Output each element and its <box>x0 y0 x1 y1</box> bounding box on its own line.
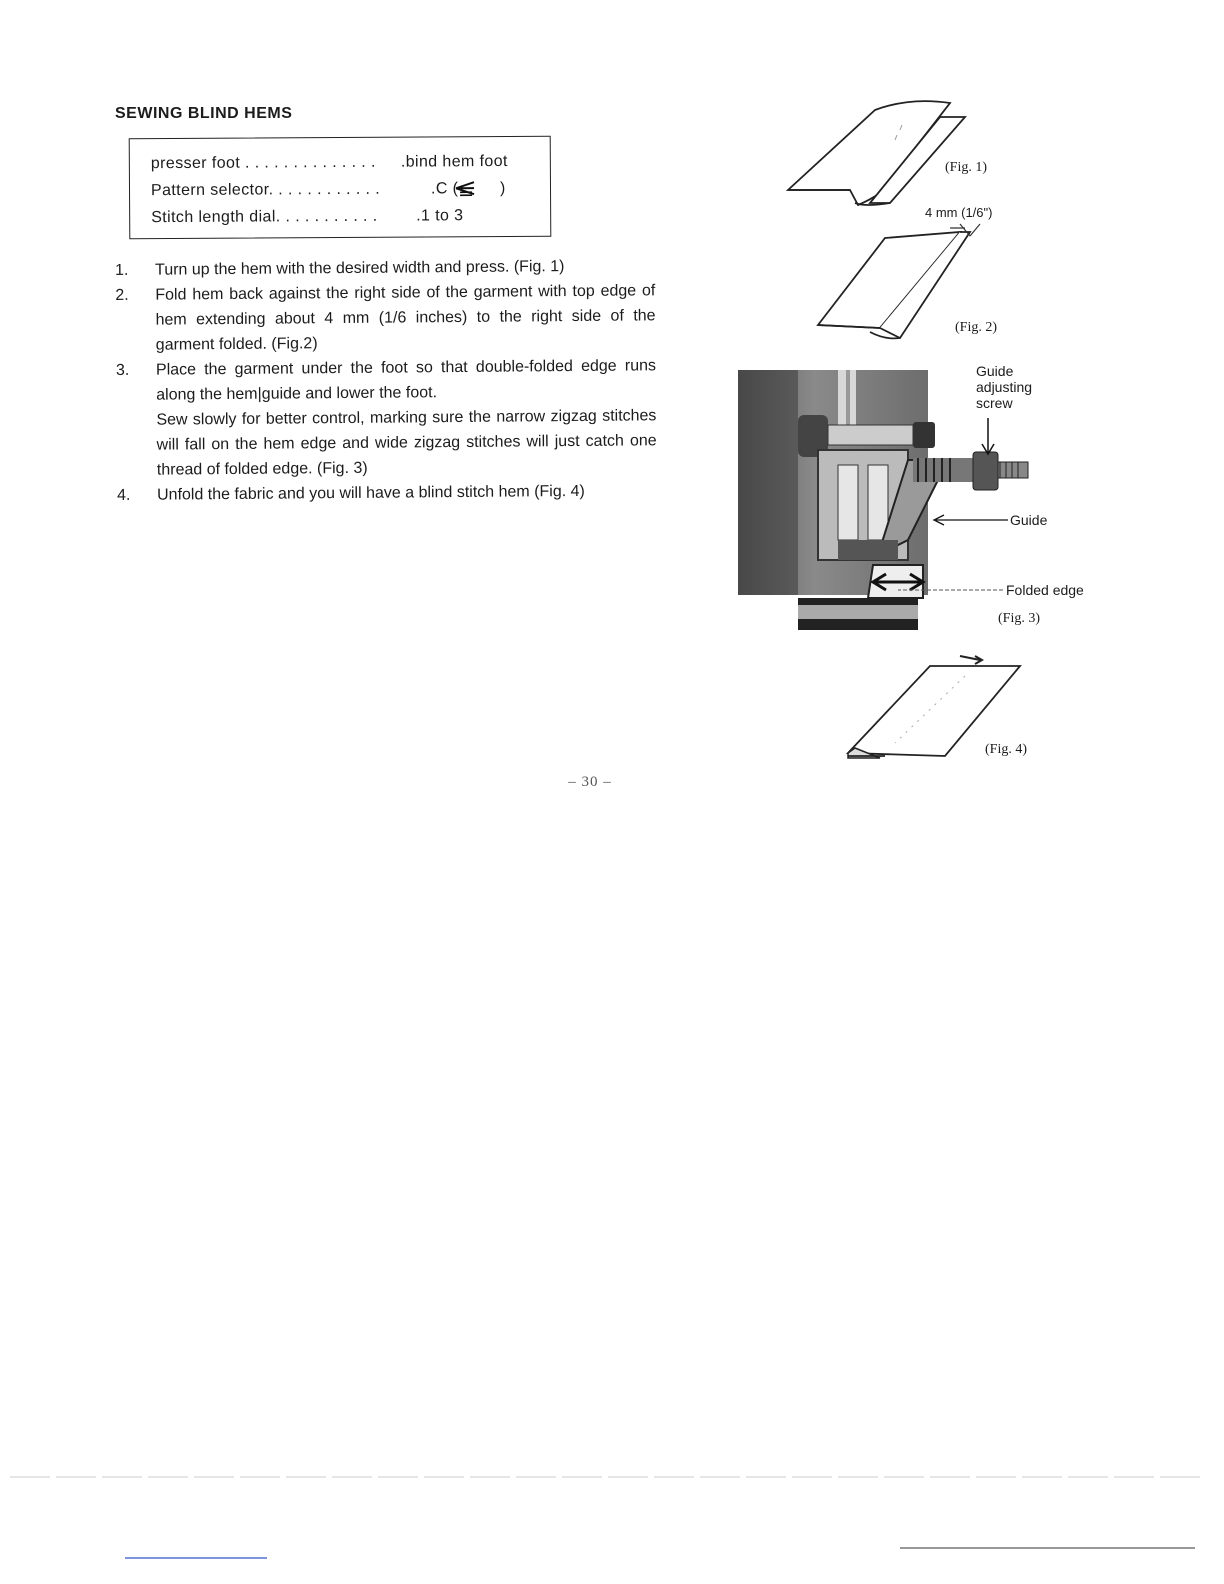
setting-value: .C ( <box>430 180 459 198</box>
step-number: 2. <box>115 286 129 304</box>
machine-settings-box <box>129 136 552 240</box>
instruction-steps <box>115 253 657 508</box>
scan-edge-line <box>0 1545 1224 1561</box>
step-number: 1. <box>115 261 129 279</box>
step-text: Sew slowly for better control, marking sure the narrow zigzag stitches will fall on the hem edge and wide zigzag stitches will just catch one thread of folded edge. (Fig. 3) <box>156 407 657 479</box>
figure-3-caption: (Fig. 3) <box>998 611 1040 626</box>
setting-label: presser foot . . . . . . . . . . . . . . <box>150 153 376 173</box>
setting-value: .bind hem foot <box>400 152 508 171</box>
figure-1-caption: (Fig. 1) <box>945 160 987 175</box>
page-number: – 30 – <box>568 774 612 790</box>
setting-suffix: ) <box>499 179 506 198</box>
step-text: Place the garment under the foot so that double-folded edge runs along the hem|guide and lower the foot. <box>155 357 657 404</box>
step-number: 3. <box>115 361 130 379</box>
annotation-line: Guide <box>976 363 1014 379</box>
figure-2-measurement: 4 mm (1/6") <box>925 205 993 220</box>
guide-adjusting-screw-label <box>976 363 1032 411</box>
step-text: Unfold the fabric and you will have a blind stitch hem (Fig. 4) <box>156 482 585 504</box>
step-item <box>117 478 657 508</box>
figure-4-caption: (Fig. 4) <box>985 742 1027 757</box>
step-number: 4. <box>116 486 131 504</box>
setting-value: .1 to 3 <box>416 207 464 225</box>
figure-2-caption: (Fig. 2) <box>955 320 997 335</box>
setting-label: Pattern selector. . . . . . . . . . . . <box>150 180 381 200</box>
figure-1-hem-fold <box>780 95 980 215</box>
guide-label: Guide <box>1010 512 1048 528</box>
step-text: Fold hem back against the right side of the garment with top edge of hem extending about 4 mm (1/6 inches) to the right side of the garment folded. (Fig.2) <box>155 282 656 354</box>
annotation-line: screw <box>976 395 1013 411</box>
setting-presser-foot <box>150 152 508 173</box>
folded-edge-label: Folded edge <box>1006 582 1084 598</box>
setting-stitch-length <box>151 207 464 227</box>
scan-edge-line <box>0 1475 1224 1479</box>
page-title: SEWING BLIND HEMS <box>115 105 293 122</box>
step-item <box>116 353 657 483</box>
setting-pattern-selector <box>150 179 506 200</box>
blind-stitch-pattern-icon <box>454 178 478 198</box>
step-text: Turn up the hem with the desired width and press. (Fig. 1) <box>155 258 565 279</box>
step-item <box>115 278 656 358</box>
annotation-line: adjusting <box>976 379 1033 395</box>
setting-label: Stitch length dial. . . . . . . . . . . <box>151 207 378 227</box>
